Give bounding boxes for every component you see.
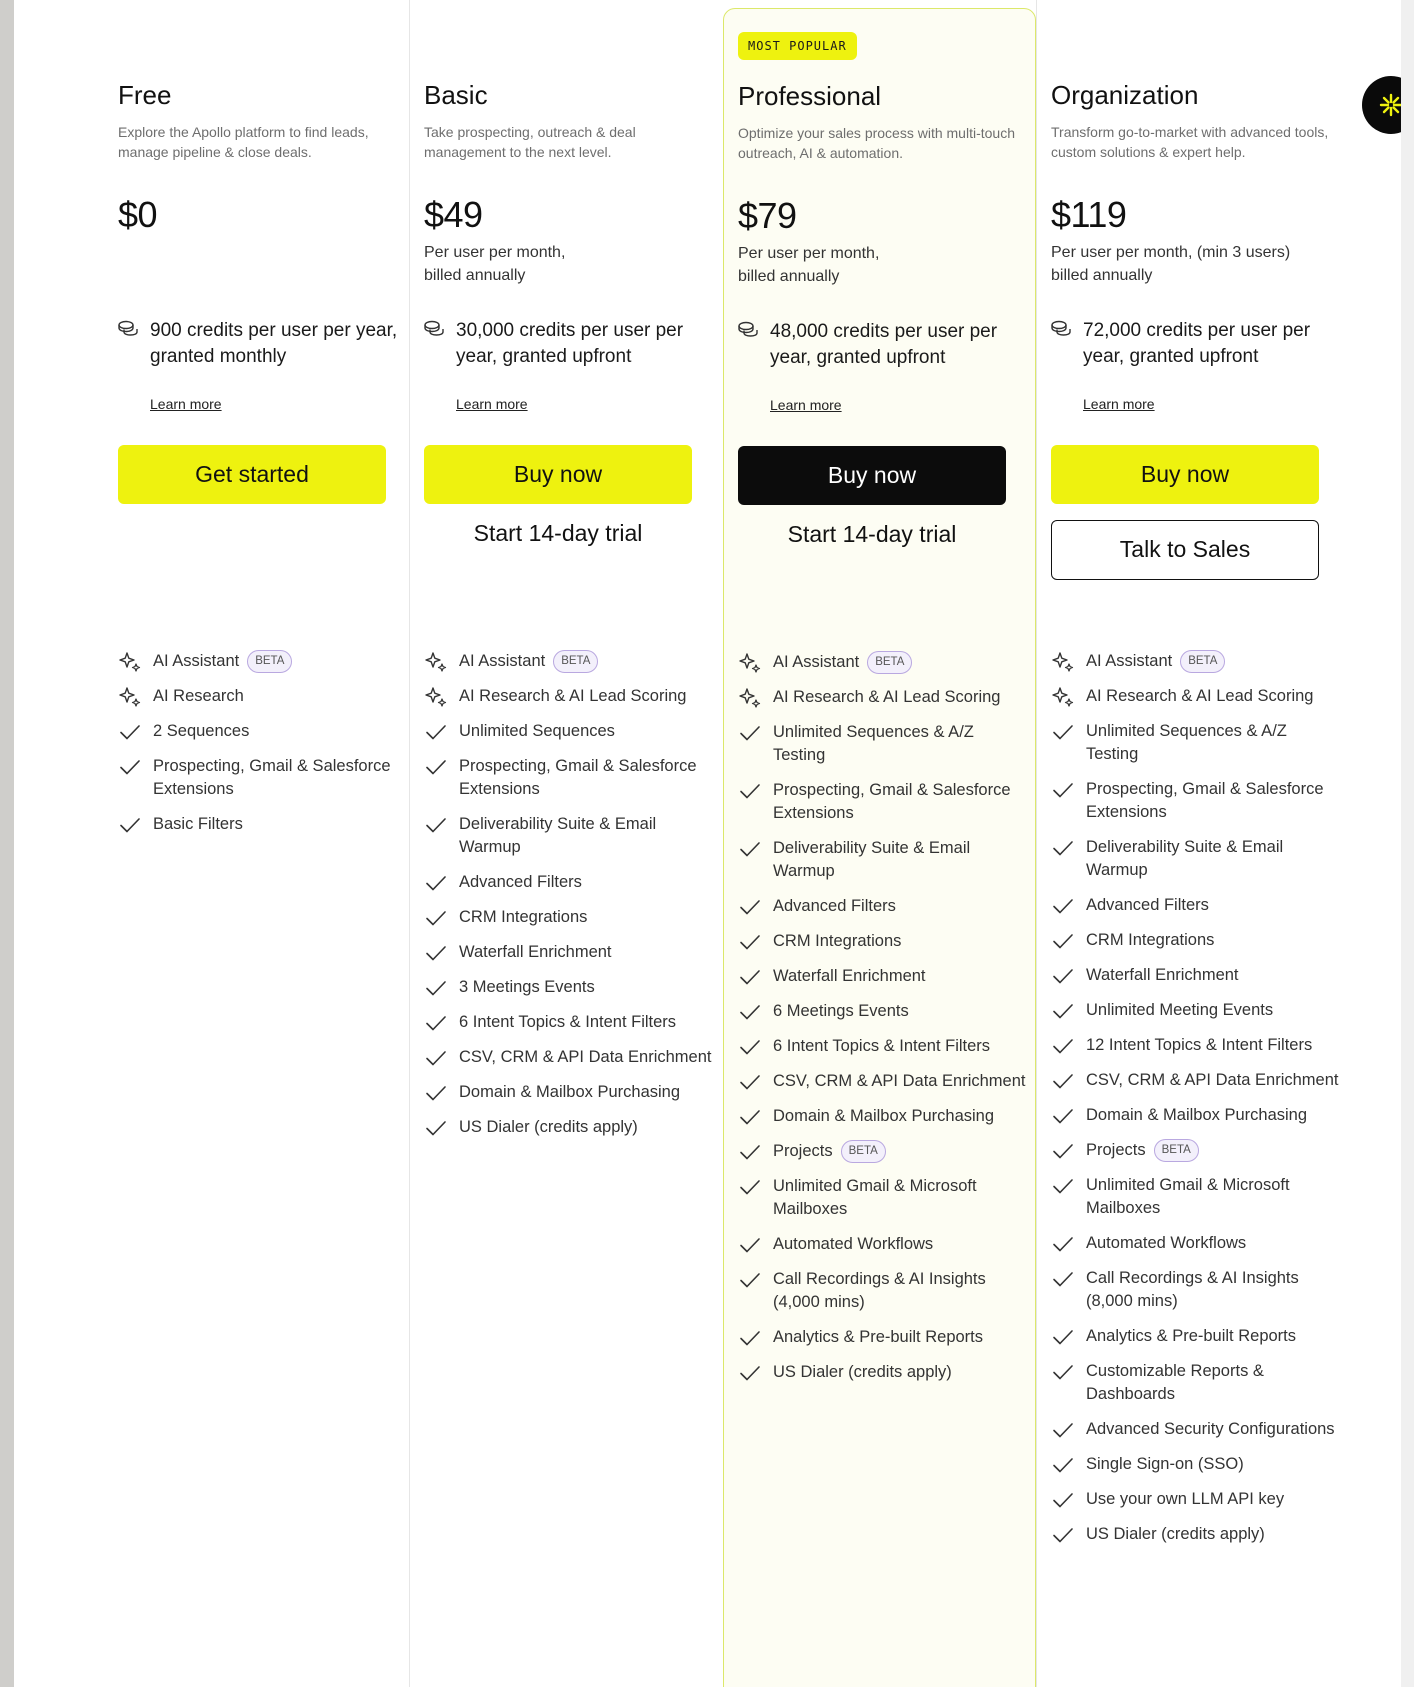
feature-item (118, 813, 408, 836)
feature-label: Single Sign-on (SSO) (1086, 1455, 1244, 1473)
plan-name: Free (118, 80, 172, 110)
feature-item (1051, 1523, 1341, 1546)
sparkle-icon (1051, 651, 1075, 673)
beta-badge: BETA (841, 1140, 886, 1163)
feature-label: Prospecting, Gmail & Salesforce Extensions (773, 781, 1011, 822)
feature-label: Domain & Mailbox Purchasing (773, 1107, 995, 1125)
feature-label: Domain & Mailbox Purchasing (459, 1083, 681, 1101)
feature-item (738, 1000, 1028, 1023)
coins-icon (1051, 320, 1071, 336)
check-icon (1051, 1140, 1075, 1162)
feature-label: Prospecting, Gmail & Salesforce Extensions (153, 757, 391, 798)
feature-label: Analytics & Pre-built Reports (773, 1328, 983, 1346)
feature-item (1051, 685, 1341, 708)
feature-item (1051, 1418, 1341, 1441)
check-icon (1051, 1489, 1075, 1511)
check-icon (1051, 1524, 1075, 1546)
feature-list (738, 651, 1028, 1396)
feature-label: 3 Meetings Events (459, 978, 595, 996)
credits-text: 30,000 credits per user per year, granted upfront (456, 320, 684, 367)
check-icon (738, 1071, 762, 1093)
feature-item (424, 1046, 714, 1069)
feature-item (118, 650, 408, 673)
feature-label: AI Assistant (773, 653, 860, 671)
feature-item (424, 650, 714, 673)
feature-label: Unlimited Sequences & A/Z Testing (773, 723, 974, 764)
check-icon (1051, 1035, 1075, 1057)
feature-item (738, 686, 1028, 709)
check-icon (424, 721, 448, 743)
feature-item (424, 906, 714, 929)
feature-label: Deliverability Suite & Email Warmup (773, 839, 971, 880)
feature-item (1051, 1488, 1341, 1511)
check-icon (1051, 1175, 1075, 1197)
coins-icon (118, 320, 138, 336)
feature-item (1051, 964, 1341, 987)
check-icon (118, 756, 142, 778)
plan-price: $79 (738, 195, 797, 236)
feature-item (1051, 778, 1341, 824)
plan-name: Professional (738, 81, 882, 111)
plan-description: Optimize your sales process with multi-touch outreach, AI & automation. (738, 125, 1015, 161)
feature-label: Advanced Filters (459, 873, 582, 891)
feature-label: Unlimited Sequences (459, 722, 615, 740)
feature-item (1051, 1267, 1341, 1313)
feature-item (118, 720, 408, 743)
check-icon (118, 721, 142, 743)
feature-item (738, 651, 1028, 674)
check-icon (1051, 721, 1075, 743)
feature-label: Projects (773, 1142, 833, 1160)
plan-description: Transform go-to-market with advanced tools, custom solutions & expert help. (1051, 124, 1329, 160)
feature-label: CSV, CRM & API Data Enrichment (459, 1048, 712, 1066)
feature-item (424, 720, 714, 743)
feature-label: US Dialer (credits apply) (773, 1363, 952, 1381)
check-icon (1051, 1000, 1075, 1022)
talk-to-sales-button[interactable]: Talk to Sales (1051, 520, 1319, 580)
check-icon (1051, 837, 1075, 859)
check-icon (424, 1082, 448, 1104)
plan-description: Explore the Apollo platform to find leads, manage pipeline & close deals. (118, 124, 369, 160)
feature-label: CSV, CRM & API Data Enrichment (1086, 1071, 1339, 1089)
plan-card-organization (1036, 0, 1350, 1687)
check-icon (118, 814, 142, 836)
feature-item (118, 685, 408, 708)
check-icon (1051, 1105, 1075, 1127)
check-icon (738, 1001, 762, 1023)
sparkle-icon (118, 651, 142, 673)
feature-item (424, 685, 714, 708)
feature-item (738, 1070, 1028, 1093)
feature-label: Unlimited Meeting Events (1086, 1001, 1274, 1019)
feature-label: 6 Intent Topics & Intent Filters (459, 1013, 677, 1031)
feature-label: Unlimited Gmail & Microsoft Mailboxes (1086, 1176, 1290, 1217)
feature-item (738, 779, 1028, 825)
feature-label: AI Research & AI Lead Scoring (773, 688, 1001, 706)
check-icon (1051, 779, 1075, 801)
feature-item (424, 941, 714, 964)
feature-item (1051, 929, 1341, 952)
plan-price: $0 (118, 194, 158, 235)
learn-more-link[interactable]: Learn more (770, 397, 842, 413)
feature-item (424, 871, 714, 894)
plan-price: $49 (424, 194, 483, 235)
check-icon (424, 977, 448, 999)
feature-item (424, 1011, 714, 1034)
beta-badge: BETA (867, 651, 912, 674)
feature-label: CRM Integrations (1086, 931, 1215, 949)
feature-list (424, 650, 714, 1151)
feature-label: AI Assistant (153, 652, 240, 670)
check-icon (1051, 1326, 1075, 1348)
buy-now-button[interactable]: Buy now (424, 445, 692, 504)
feature-item (738, 1233, 1028, 1256)
feature-item (1051, 1034, 1341, 1057)
feature-item (424, 1116, 714, 1139)
check-icon (738, 838, 762, 860)
feature-item (1051, 1174, 1341, 1220)
feature-item (1051, 650, 1341, 673)
check-icon (1051, 1454, 1075, 1476)
check-icon (738, 1176, 762, 1198)
check-icon (1051, 1268, 1075, 1290)
feature-item (1051, 1325, 1341, 1348)
feature-label: AI Assistant (459, 652, 546, 670)
check-icon (424, 1012, 448, 1034)
feature-label: Advanced Filters (1086, 896, 1209, 914)
feature-item (1051, 720, 1341, 766)
check-icon (738, 931, 762, 953)
check-icon (424, 1047, 448, 1069)
check-icon (738, 780, 762, 802)
feature-label: Advanced Filters (773, 897, 896, 915)
check-icon (1051, 965, 1075, 987)
start-trial-link[interactable]: Start 14-day trial (787, 521, 957, 547)
feature-item (738, 895, 1028, 918)
sparkle-icon (424, 651, 448, 673)
feature-label: Prospecting, Gmail & Salesforce Extensions (459, 757, 697, 798)
feature-item (738, 1326, 1028, 1349)
feature-label: AI Research (153, 687, 244, 705)
feature-item (1051, 999, 1341, 1022)
check-icon (738, 1106, 762, 1128)
feature-item (424, 755, 714, 801)
feature-label: Unlimited Sequences & A/Z Testing (1086, 722, 1287, 763)
sparkle-icon (1051, 686, 1075, 708)
sparkle-icon (738, 652, 762, 674)
beta-badge: BETA (1180, 650, 1225, 673)
feature-label: Automated Workflows (773, 1235, 934, 1253)
beta-badge: BETA (247, 650, 292, 673)
check-icon (738, 1141, 762, 1163)
feature-label: US Dialer (credits apply) (1086, 1525, 1265, 1543)
check-icon (738, 1362, 762, 1384)
feature-label: Waterfall Enrichment (1086, 966, 1239, 984)
check-icon (1051, 1070, 1075, 1092)
feature-item (1051, 1360, 1341, 1406)
feature-list (118, 650, 408, 848)
feature-item (738, 1268, 1028, 1314)
feature-item (1051, 1453, 1341, 1476)
check-icon (738, 1036, 762, 1058)
feature-item (738, 1361, 1028, 1384)
feature-label: Waterfall Enrichment (773, 967, 926, 985)
buy-now-button[interactable]: Buy now (1051, 445, 1319, 504)
credits-text: 72,000 credits per user per year, granted upfront (1083, 320, 1311, 367)
learn-more-link[interactable]: Learn more (150, 396, 222, 412)
check-icon (738, 896, 762, 918)
feature-label: Prospecting, Gmail & Salesforce Extensions (1086, 780, 1324, 821)
feature-label: 12 Intent Topics & Intent Filters (1086, 1036, 1313, 1054)
feature-label: 2 Sequences (153, 722, 250, 740)
feature-label: Advanced Security Configurations (1086, 1420, 1335, 1438)
learn-more-link[interactable]: Learn more (456, 396, 528, 412)
check-icon (738, 1234, 762, 1256)
check-icon (424, 907, 448, 929)
feature-item (1051, 836, 1341, 882)
check-icon (1051, 895, 1075, 917)
feature-item (1051, 1139, 1341, 1162)
billing-note: Per user per month, (min 3 users) billed annually (1051, 244, 1291, 284)
feature-list (1051, 650, 1341, 1558)
feature-label: Customizable Reports & Dashboards (1086, 1362, 1264, 1403)
feature-item (1051, 1232, 1341, 1255)
check-icon (1051, 930, 1075, 952)
feature-item (738, 930, 1028, 953)
feature-label: 6 Intent Topics & Intent Filters (773, 1037, 991, 1055)
feature-item (118, 755, 408, 801)
feature-item (424, 1081, 714, 1104)
credits-text: 48,000 credits per user per year, granted upfront (770, 321, 998, 368)
plan-card-basic (409, 0, 723, 1687)
check-icon (1051, 1233, 1075, 1255)
feature-label: AI Assistant (1086, 652, 1173, 670)
start-trial-link[interactable]: Start 14-day trial (473, 520, 643, 546)
check-icon (424, 942, 448, 964)
check-icon (424, 872, 448, 894)
feature-label: Waterfall Enrichment (459, 943, 612, 961)
feature-label: Deliverability Suite & Email Warmup (1086, 838, 1284, 879)
check-icon (424, 814, 448, 836)
get-started-button[interactable]: Get started (118, 445, 386, 504)
plan-name: Organization (1051, 80, 1199, 110)
beta-badge: BETA (553, 650, 598, 673)
feature-item (738, 965, 1028, 988)
feature-item (1051, 894, 1341, 917)
feature-label: 6 Meetings Events (773, 1002, 909, 1020)
feature-item (1051, 1104, 1341, 1127)
scrollbar[interactable] (1401, 0, 1414, 1687)
feature-item (424, 813, 714, 859)
check-icon (1051, 1361, 1075, 1383)
feature-label: US Dialer (credits apply) (459, 1118, 638, 1136)
sparkle-icon (738, 687, 762, 709)
feature-item (738, 1175, 1028, 1221)
billing-note: Per user per month, billed annually (424, 244, 566, 284)
feature-item (738, 721, 1028, 767)
feature-label: AI Research & AI Lead Scoring (459, 687, 687, 705)
check-icon (738, 1327, 762, 1349)
feature-label: Automated Workflows (1086, 1234, 1247, 1252)
feature-label: Use your own LLM API key (1086, 1490, 1285, 1508)
feature-item (738, 1105, 1028, 1128)
feature-item (738, 837, 1028, 883)
sparkle-icon (424, 686, 448, 708)
feature-label: Domain & Mailbox Purchasing (1086, 1106, 1308, 1124)
feature-item (738, 1035, 1028, 1058)
feature-item (1051, 1069, 1341, 1092)
credits-text: 900 credits per user per year, granted monthly (150, 320, 398, 367)
feature-label: CRM Integrations (773, 932, 902, 950)
most-popular-badge: MOST POPULAR (738, 32, 857, 60)
feature-item (738, 1140, 1028, 1163)
pricing-page (14, 0, 1401, 1687)
feature-label: CSV, CRM & API Data Enrichment (773, 1072, 1026, 1090)
feature-label: Call Recordings & AI Insights (8,000 mins) (1086, 1269, 1299, 1310)
check-icon (738, 966, 762, 988)
feature-label: CRM Integrations (459, 908, 588, 926)
feature-label: AI Research & AI Lead Scoring (1086, 687, 1314, 705)
check-icon (738, 1269, 762, 1291)
coins-icon (424, 320, 444, 336)
sparkle-icon (118, 686, 142, 708)
plan-price: $119 (1051, 194, 1127, 235)
feature-label: Analytics & Pre-built Reports (1086, 1327, 1296, 1345)
feature-item (424, 976, 714, 999)
feature-label: Projects (1086, 1141, 1146, 1159)
plan-description: Take prospecting, outreach & deal management to the next level. (424, 124, 636, 160)
beta-badge: BETA (1154, 1139, 1199, 1162)
check-icon (424, 1117, 448, 1139)
check-icon (424, 756, 448, 778)
learn-more-link[interactable]: Learn more (1083, 396, 1155, 412)
feature-label: Unlimited Gmail & Microsoft Mailboxes (773, 1177, 977, 1218)
feature-label: Call Recordings & AI Insights (4,000 mins) (773, 1270, 986, 1311)
feature-label: Basic Filters (153, 815, 243, 833)
check-icon (738, 722, 762, 744)
plan-card-free (104, 0, 404, 1687)
feature-label: Deliverability Suite & Email Warmup (459, 815, 657, 856)
buy-now-button[interactable]: Buy now (738, 446, 1006, 505)
check-icon (1051, 1419, 1075, 1441)
billing-note: Per user per month, billed annually (738, 245, 880, 285)
asterisk-icon (1379, 93, 1403, 117)
coins-icon (738, 321, 758, 337)
plan-name: Basic (424, 80, 488, 110)
plan-card-professional (723, 8, 1036, 1687)
